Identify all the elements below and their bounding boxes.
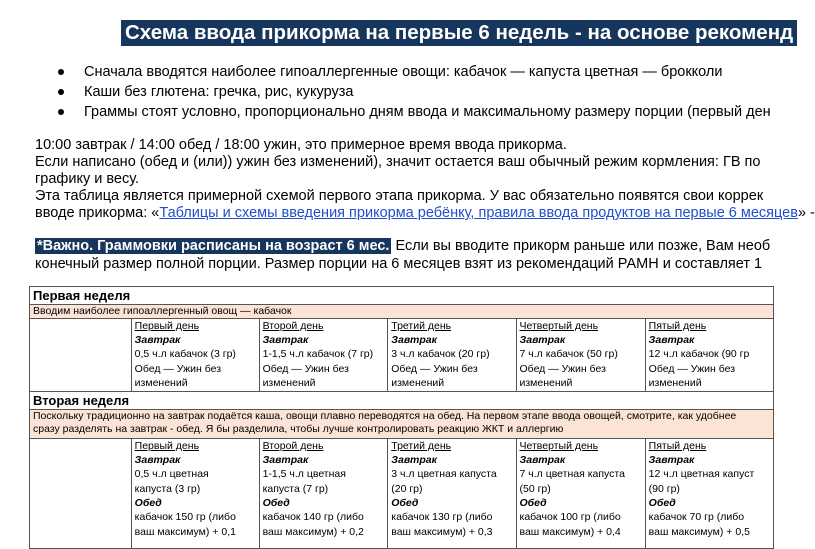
- day-cell: [388, 319, 516, 392]
- day-cell: [259, 319, 388, 392]
- day-cell: [131, 319, 259, 392]
- day-heading: Второй день: [262, 320, 324, 332]
- meal-label: Обед: [134, 497, 162, 509]
- day-heading: Пятый день: [648, 320, 707, 332]
- important-highlight: *Важно. Граммовки расписаны на возраст 6 мес.: [37, 238, 390, 254]
- cell-line: кабачок 100 гр (либо: [519, 511, 621, 523]
- bullet-icon: [58, 69, 64, 75]
- cell-line: капуста (7 гр): [262, 482, 329, 495]
- cell-line: кабачок 140 гр (либо: [262, 511, 364, 523]
- meal-label: Завтрак: [519, 334, 566, 346]
- important-note: [35, 238, 770, 255]
- cell-line: 0,5 ч.л кабачок (3 гр): [134, 348, 236, 360]
- meal-label: Завтрак: [134, 454, 181, 466]
- meal-label: Завтрак: [391, 334, 437, 346]
- cell-line: изменений: [262, 377, 316, 389]
- link-suffix: » -: [797, 205, 815, 221]
- cell-line: ваш максимум) + 0,3: [391, 525, 493, 538]
- cell-line: кабачок 130 гр (либо: [391, 511, 493, 523]
- cell-line: изменений: [648, 377, 702, 389]
- cell-line: изменений: [391, 377, 445, 389]
- cell-line: (90 гр): [648, 482, 680, 495]
- meal-label: Завтрак: [262, 334, 309, 346]
- cell-line: 12 ч.л цветная капуст: [648, 468, 755, 480]
- list-item-text: Каши без глютена: гречка, рис, кукуруза: [84, 84, 354, 100]
- cell-line: изменений: [134, 377, 188, 389]
- cell-line: 0,5 ч.л цветная: [134, 468, 209, 480]
- meal-label: Завтрак: [648, 454, 695, 466]
- cell-line: Обед — Ужин без: [262, 362, 349, 375]
- week-note-line: Поскольку традиционно на завтрак подаётся каша, овощи плавно переводятся на обед. На первом этапе ввода овощей, смотрите, как удобнее: [33, 410, 737, 422]
- day-heading: Четвертый день: [519, 320, 599, 332]
- list-item-text: Граммы стоят условно, пропорционально дням ввода и максимальному размеру порции (первый ден: [84, 104, 771, 120]
- day-heading: Третий день: [391, 320, 452, 332]
- cell-line: 7 ч.л цветная капуста: [519, 468, 625, 480]
- document-title: Схема ввода прикорма на первые 6 недель - на основе рекоменд: [121, 20, 797, 46]
- meal-label: Обед: [648, 497, 676, 509]
- cell-line: Обед — Ужин без: [391, 362, 478, 375]
- paragraph-line: графику и весу.: [35, 171, 140, 187]
- paragraph-line: 10:00 завтрак / 14:00 обед / 18:00 ужин, это примерное время ввода прикорма.: [35, 137, 567, 153]
- cell-line: ваш максимум) + 0,2: [262, 525, 364, 538]
- day-heading: Третий день: [391, 440, 452, 452]
- important-note-line: конечный размер полной порции. Размер порции на 6 месяцев взят из рекомендаций РАМН и составляет 1: [35, 256, 763, 272]
- paragraph-line: [35, 205, 815, 222]
- cell-line: ваш максимум) + 0,1: [134, 525, 236, 538]
- meal-label: Завтрак: [648, 334, 695, 346]
- cell-line: Обед — Ужин без: [519, 362, 606, 375]
- cell-line: 12 ч.л кабачок (90 гр: [648, 348, 750, 360]
- meal-label: Обед: [391, 497, 419, 509]
- day-cell: [516, 439, 645, 549]
- bullet-icon: [58, 89, 64, 95]
- week-note-line: сразу разделять на завтрак - обед. Я бы разделила, чтобы лучше контролировать реакцию ЖКТ и аллергию: [33, 423, 564, 435]
- cell-line: ваш максимум) + 0,4: [519, 525, 621, 538]
- meal-label: Завтрак: [391, 454, 437, 466]
- week-header: Вторая неделя: [30, 392, 774, 410]
- cell-line: 1-1,5 ч.л цветная: [262, 468, 346, 480]
- feeding-schedule-table: [29, 286, 774, 549]
- link-prefix: вводе прикорма: «: [35, 205, 160, 221]
- meal-label: Завтрак: [519, 454, 566, 466]
- day-cell: [645, 439, 773, 549]
- cell-line: ваш максимум) + 0,5: [648, 525, 750, 538]
- cell-line: Обед — Ужин без: [648, 362, 736, 375]
- day-cell: [645, 319, 773, 392]
- day-cell: [131, 439, 259, 549]
- meal-label: Обед: [519, 497, 547, 509]
- cell-line: кабачок 150 гр (либо: [134, 511, 236, 523]
- empty-cell: [30, 319, 132, 392]
- day-cell: [388, 439, 516, 549]
- important-text: Если вы вводите прикорм раньше или позже, Вам необ: [391, 238, 771, 254]
- cell-line: 1-1,5 ч.л кабачок (7 гр): [262, 348, 374, 360]
- empty-cell: [30, 439, 132, 549]
- day-heading: Второй день: [262, 440, 324, 452]
- cell-line: (50 гр): [519, 482, 551, 495]
- cell-line: изменений: [519, 377, 573, 389]
- day-cell: [259, 439, 388, 549]
- cell-line: Обед — Ужин без: [134, 362, 222, 375]
- week-note: Вводим наиболее гипоаллергенный овощ — кабачок: [30, 305, 774, 319]
- cell-line: 7 ч.л кабачок (50 гр): [519, 348, 618, 360]
- list-item-text: Сначала вводятся наиболее гипоаллергенные овощи: кабачок — капуста цветная — брокколи: [84, 64, 723, 80]
- day-heading: Первый день: [134, 440, 200, 452]
- cell-line: 3 ч.л цветная капуста: [391, 468, 497, 480]
- cell-line: капуста (3 гр): [134, 482, 201, 495]
- meal-label: Завтрак: [134, 334, 181, 346]
- cell-line: 3 ч.л кабачок (20 гр): [391, 348, 490, 360]
- meal-label: Обед: [262, 497, 290, 509]
- cell-line: (20 гр): [391, 482, 423, 495]
- cell-line: кабачок 70 гр (либо: [648, 511, 745, 523]
- meal-label: Завтрак: [262, 454, 309, 466]
- week-note: [30, 410, 774, 439]
- article-link[interactable]: Таблицы и схемы введения прикорма ребёнку, правила ввода продуктов на первые 6 месяцев: [159, 205, 798, 221]
- paragraph-line: Эта таблица является примерной схемой первого этапа прикорма. У вас обязательно появятся свои коррек: [35, 188, 764, 204]
- day-heading: Четвертый день: [519, 440, 599, 452]
- day-heading: Пятый день: [648, 440, 707, 452]
- bullet-icon: [58, 109, 64, 115]
- week-header: Первая неделя: [30, 287, 774, 305]
- paragraph-line: Если написано (обед и (или)) ужин без изменений), значит остается ваш обычный режим кормления: ГВ по: [35, 154, 761, 170]
- day-cell: [516, 319, 645, 392]
- day-heading: Первый день: [134, 320, 200, 332]
